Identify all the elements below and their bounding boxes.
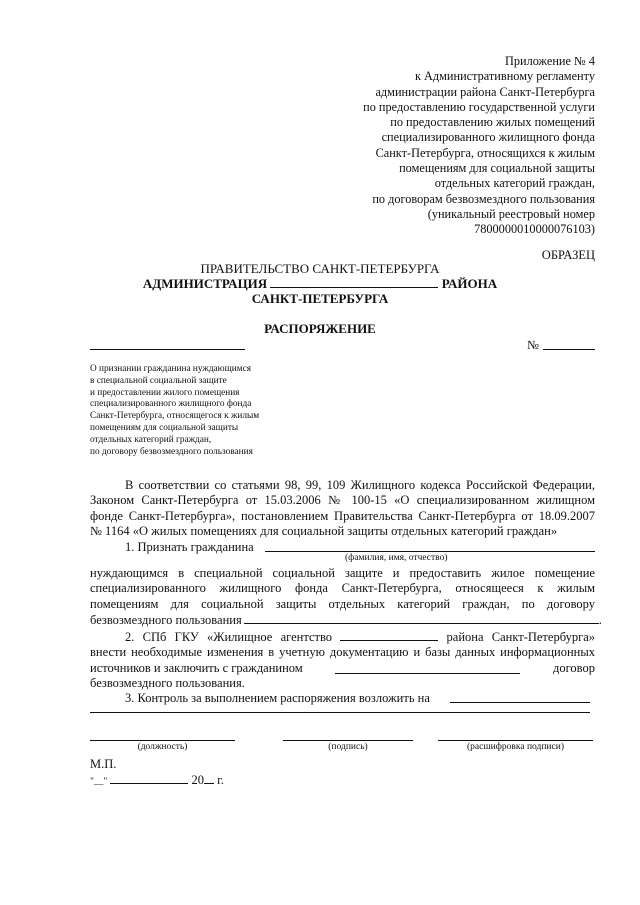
item-1-line: нуждающимся в специальной социальной защите и предоставить жилое помещение: [90, 566, 595, 580]
date-blank: [90, 349, 245, 350]
day-blank: "__": [90, 777, 108, 787]
item-2-mid: района Санкт-Петербурга»: [446, 630, 596, 644]
annex-line: (уникальный реестровый номер: [427, 206, 595, 221]
item-2-line-4: безвозмездного пользования.: [90, 676, 245, 691]
item-2-line-3: [90, 661, 595, 676]
document-type: РАСПОРЯЖЕНИЕ: [264, 321, 376, 336]
fio-hint: (фамилия, имя, отчество): [345, 553, 448, 563]
item-3: [90, 691, 595, 706]
administration-title: [0, 276, 640, 292]
number-blank: [543, 349, 595, 350]
preamble: [90, 478, 595, 540]
citizen-blank: [335, 661, 520, 674]
annex-line: специализированного жилищного фонда: [381, 130, 595, 145]
item-3-text: 3. Контроль за выполнением распоряжения возложить на: [125, 691, 430, 705]
preamble-line: В соответствии со статьями 98, 99, 109 Жилищного кодекса Российской Федерации,: [125, 478, 595, 492]
subject-line: по договору безвозмездного пользования: [90, 446, 253, 457]
government-title: ПРАВИТЕЛЬСТВО САНКТ-ПЕТЕРБУРГА: [200, 261, 440, 276]
item-2-line-1: [90, 629, 595, 645]
position-line: [90, 740, 235, 741]
contract-blank: [244, 612, 599, 624]
city-title: САНКТ-ПЕТЕРБУРГА: [251, 291, 389, 306]
subject-line: и предоставлении жилого помещения: [90, 387, 240, 398]
item-2-line-3a: источников и заключить с гражданином: [90, 660, 303, 675]
preamble-line: Законом Санкт-Петербурга от 15.03.2006 № 100-15 «О специализированном жилищном: [90, 493, 595, 508]
citizen-name-blank: [265, 551, 595, 552]
item-1-heading: [90, 540, 595, 555]
decoding-line: [438, 740, 593, 741]
item-2-line-2: внести необходимые изменения в учетную документацию и базы данных информационных: [90, 645, 595, 660]
signature-caption: (подпись): [328, 742, 368, 752]
annex-line: по договорам безвозмездного пользования: [372, 191, 595, 206]
administration-suffix: РАЙОНА: [441, 276, 498, 291]
subject-line: в специальной социальной защите: [90, 375, 227, 386]
district-blank: [270, 276, 438, 288]
month-blank: [110, 772, 188, 784]
item-1-label: 1. Признать гражданина: [125, 540, 254, 554]
annex-note: [295, 54, 595, 238]
subject-line: отдельных категорий граждан,: [90, 434, 212, 445]
number-label: [527, 338, 539, 353]
annex-line: по предоставлению государственной услуги: [363, 99, 595, 114]
annex-line: Приложение № 4: [504, 54, 595, 68]
sample-label: ОБРАЗЕЦ: [541, 248, 595, 262]
item-2: [90, 629, 595, 692]
signing-date: [90, 772, 224, 788]
year-suffix: г.: [217, 773, 224, 787]
decoding-caption: (расшифровка подписи): [467, 742, 564, 752]
item-2-start: 2. СПб ГКУ «Жилищное агентство: [125, 630, 333, 644]
annex-line: Санкт-Петербурга, относящихся к жилым: [375, 145, 595, 160]
control-blank: [450, 702, 590, 703]
item-1-line: специализированного жилищного фонда Санкт-Петербурга, относящееся к жилым: [90, 581, 595, 596]
preamble-line: фонде Санкт-Петербурга», постановлением Правительства Санкт-Петербурга от 18.09.2007: [90, 508, 595, 523]
item-1-last-text: безвозмездного пользования: [90, 613, 242, 628]
subject-block: [90, 364, 300, 458]
item-1-end: .: [598, 613, 602, 628]
subject-line: Санкт-Петербурга, относящегося к жилым: [90, 411, 260, 422]
year-prefix: 20: [191, 773, 205, 787]
subject-line: помещениям для социальной защиты: [90, 422, 239, 433]
annex-line: по предоставлению жилых помещений: [390, 115, 595, 130]
stamp-label: М.П.: [90, 757, 117, 771]
annex-line: 7800000010000076103): [474, 222, 595, 237]
agency-district-blank: [340, 629, 438, 641]
annex-line: администрации района Санкт-Петербурга: [375, 84, 595, 99]
item-1-last-line: [90, 612, 602, 628]
subject-line: специализированного жилищного фонда: [90, 399, 252, 410]
number-sign: №: [527, 338, 539, 352]
item-1-line: помещениям для социальной защиты отдельных категорий граждан, по договору: [90, 596, 595, 611]
annex-line: отдельных категорий граждан,: [434, 176, 595, 191]
position-caption: (должность): [137, 742, 188, 752]
annex-line: к Административному регламенту: [414, 69, 595, 84]
signature-line: [283, 740, 413, 741]
preamble-line: № 1164 «О жилых помещениях для социальной защиты отдельных категорий граждан»: [90, 524, 558, 539]
year-blank: [204, 772, 214, 784]
administration-prefix: АДМИНИСТРАЦИЯ: [142, 276, 268, 291]
item-2-line-3b: договор: [553, 660, 595, 675]
annex-line: помещениям для социальной защиты: [399, 161, 595, 176]
subject-line: О признании гражданина нуждающимся: [90, 364, 252, 374]
item-1-text: [90, 566, 602, 629]
control-blank-2: [90, 712, 590, 713]
